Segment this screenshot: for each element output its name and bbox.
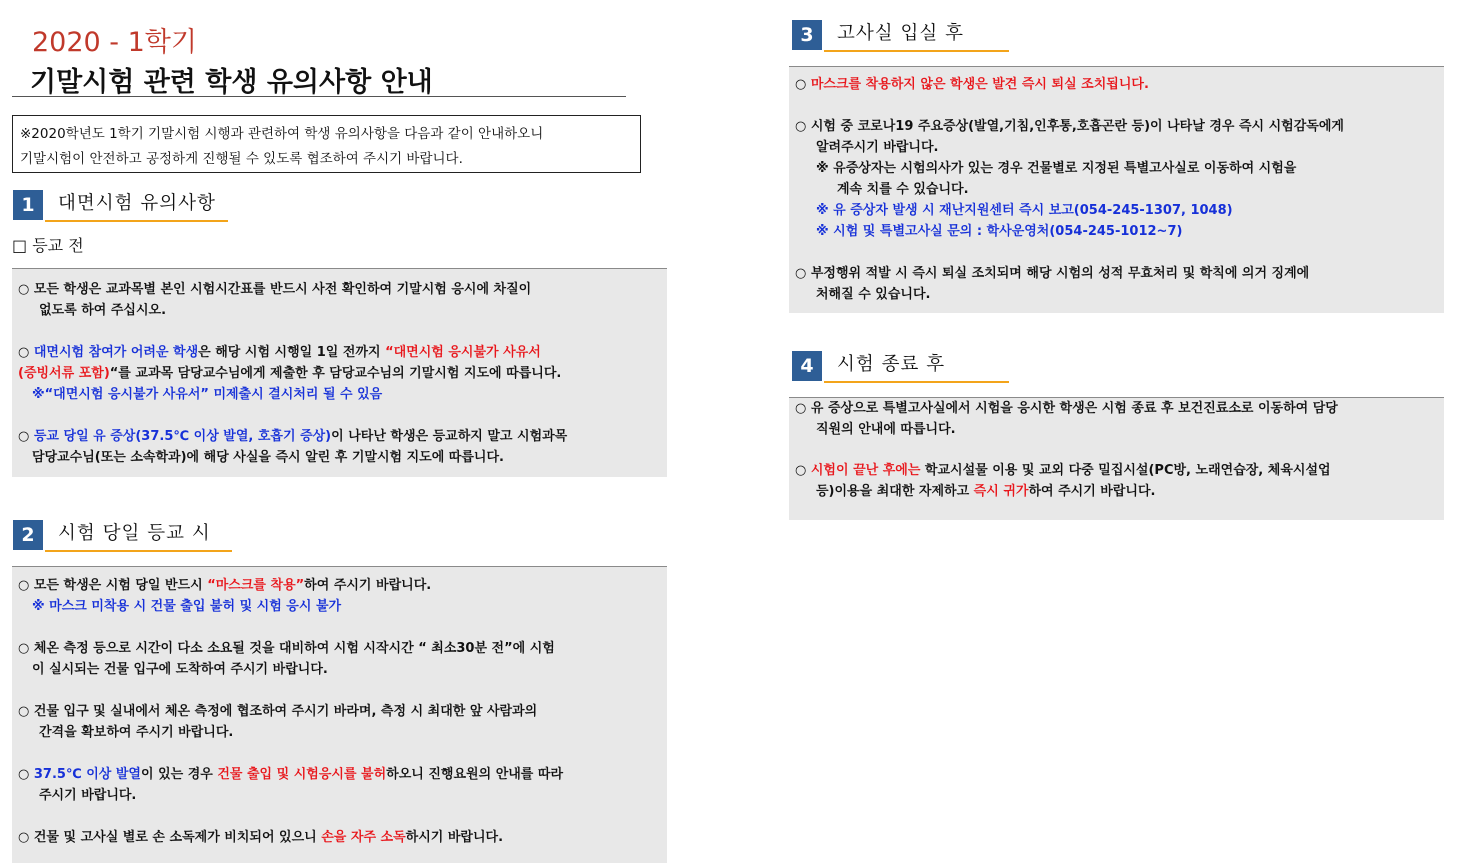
section-title: 대면시험 유의사항 <box>58 193 216 214</box>
section-2-box <box>12 566 667 863</box>
section-title: 고사실 입실 후 <box>837 23 964 44</box>
list-item: ○ 마스크를 착용하지 않은 학생은 발견 즉시 퇴실 조치됩니다. <box>795 77 1149 92</box>
list-item: ○ 모든 학생은 교과목별 본인 시험시간표를 반드시 사전 확인하여 기말시험 응시에 차질이 없도록 하여 주십시오. <box>18 282 532 318</box>
list-item: ○ 등교 당일 유 증상(37.5℃ 이상 발열, 호흡기 증상)이 나타난 학생은 등교하지 말고 시험과목 담당교수님(또는 소속학과)에 해당 사실을 즉시 알린 후 기말시험 지도에 따릅니다. <box>18 429 568 465</box>
title-divider <box>12 96 626 97</box>
section-underline <box>824 50 1009 52</box>
list-item: ○ 건물 및 고사실 별로 손 소독제가 비치되어 있으니 손을 자주 소독하시기 바랍니다. <box>18 830 504 845</box>
section-underline <box>45 220 228 222</box>
section-1-header <box>13 190 253 220</box>
list-item: ○ 시험 중 코로나19 주요증상(발열,기침,인후통,호흡곤란 등)이 나타날 경우 즉시 시험감독에게 알려주시기 바랍니다. ※ 유증상자는 시험의사가 있는 경우 건물별로 지정된 특별고사실로 이동하여 시험을 계속 치를 수 있습니다. ※ 유 증상자 발생 시 재난지원센터 즉시 보고(054-245-1307, 1048) ※ 시험 및 특별고사실 문의 : 학사운영처(054-245-1012~7) <box>795 119 1344 239</box>
list-item: ○ 37.5℃ 이상 발열이 있는 경우 건물 출입 및 시험응시를 불허하오니 진행요원의 안내를 따라 주시기 바랍니다. <box>18 767 564 803</box>
section-4-box <box>789 397 1444 520</box>
list-item: ○ 모든 학생은 시험 당일 반드시 “마스크를 착용”하여 주시기 바랍니다. ※ 마스크 미착용 시 건물 출입 불허 및 시험 응시 불가 <box>18 578 432 614</box>
notice-box <box>12 115 641 173</box>
section-title: 시험 당일 등교 시 <box>58 523 211 544</box>
list-item: ○ 부정행위 적발 시 즉시 퇴실 조치되며 해당 시험의 성적 무효처리 및 학칙에 의거 징계에 처해질 수 있습니다. <box>795 266 1310 302</box>
list-item: ○ 대면시험 참여가 어려운 학생은 해당 시험 시행일 1일 전까지 “대면시험 응시불가 사유서 (증빙서류 포함)“를 교과목 담당교수님에게 제출한 후 담당교수님의 기말시험 지도에 따릅니다. ※“대면시험 응시불가 사유서” 미제출시 결시처리 될 수 있음 <box>18 345 562 402</box>
notice-line: 기말시험이 안전하고 공정하게 진행될 수 있도록 협조하여 주시기 바랍니다. <box>20 151 463 167</box>
section-number: 1 <box>13 190 43 220</box>
list-item: ○ 체온 측정 등으로 시간이 다소 소요될 것을 대비하여 시험 시작시간 “ 최소30분 전”에 시험 이 실시되는 건물 입구에 도착하여 주시기 바랍니다. <box>18 641 555 677</box>
notice-line: ※2020학년도 1학기 기말시험 시행과 관련하여 학생 유의사항을 다음과 같이 안내하오니 <box>20 126 544 142</box>
semester-label: 2020 - 1학기 <box>32 27 197 58</box>
section-number: 2 <box>13 520 43 550</box>
section-number: 4 <box>792 351 822 381</box>
page-title: 기말시험 관련 학생 유의사항 안내 <box>30 67 433 98</box>
section-title: 시험 종료 후 <box>837 354 946 375</box>
list-item: ○ 시험이 끝난 후에는 학교시설물 이용 및 교외 다중 밀집시설(PC방, 노래연습장, 체육시설업 등)이용을 최대한 자제하고 즉시 귀가하여 주시기 바랍니다. <box>795 463 1331 499</box>
list-item: ○ 유 증상으로 특별고사실에서 시험을 응시한 학생은 시험 종료 후 보건진료소로 이동하여 담당 직원의 안내에 따릅니다. <box>795 401 1338 437</box>
section-underline <box>824 381 1009 383</box>
section-1-box <box>12 268 667 477</box>
subheading-before-school: □ 등교 전 <box>12 236 84 255</box>
list-item: ○ 건물 입구 및 실내에서 체온 측정에 협조하여 주시기 바라며, 측정 시 최대한 앞 사람과의 간격을 확보하여 주시기 바랍니다. <box>18 704 538 740</box>
section-number: 3 <box>792 20 822 50</box>
section-2-header <box>13 520 253 550</box>
section-4-header <box>792 351 1032 381</box>
section-3-header <box>792 20 1032 50</box>
section-3-box <box>789 66 1444 313</box>
section-underline <box>45 550 232 552</box>
